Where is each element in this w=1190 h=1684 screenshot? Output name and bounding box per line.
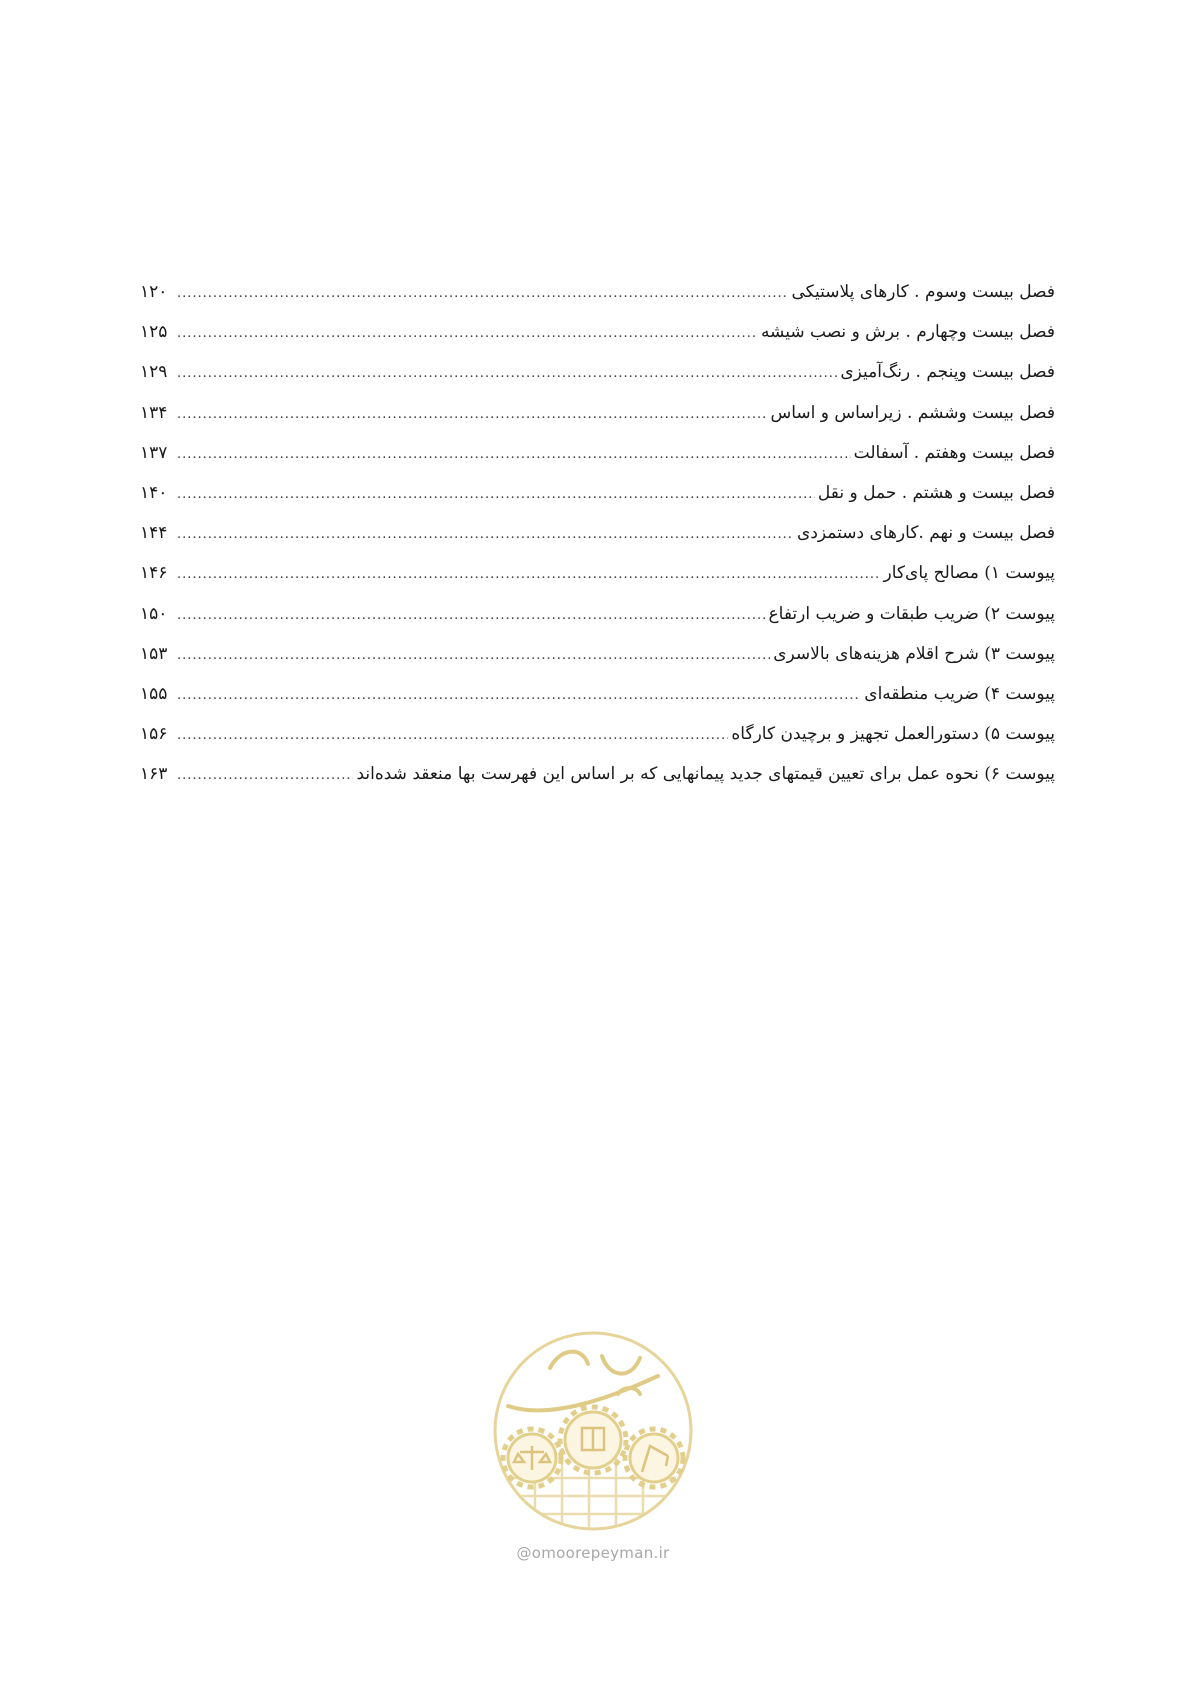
toc-entry-page: ۱۵۰ xyxy=(140,603,168,624)
toc-entry-title: فصل بیست و هشتم . حمل و نقل xyxy=(817,482,1055,503)
toc-entry[interactable] xyxy=(140,521,1055,561)
toc-entry-page: ۱۶۳ xyxy=(140,764,168,785)
toc-entry-title: فصل بیست وهفتم . آسفالت xyxy=(853,442,1055,463)
toc-dot-leader xyxy=(177,403,767,427)
toc-entry-page: ۱۴۶ xyxy=(140,563,168,584)
toc-entry-page: ۱۳۷ xyxy=(140,442,168,463)
watermark-caption: @omoorepeyman.ir xyxy=(516,1544,670,1562)
toc-dot-leader xyxy=(177,724,728,748)
toc-entry-title: پیوست ۱) مصالح پای‌کار xyxy=(883,563,1055,584)
toc-entry[interactable] xyxy=(140,280,1055,320)
toc-dot-leader xyxy=(177,443,851,467)
toc-entry-page: ۱۵۶ xyxy=(140,724,168,745)
toc-entry-title: فصل بیست وپنجم . رنگ‌آمیزی xyxy=(840,362,1055,383)
toc-dot-leader xyxy=(177,764,353,788)
toc-entry-title: فصل بیست وششم . زیراساس و اساس xyxy=(770,402,1055,423)
toc-entry[interactable] xyxy=(140,602,1055,642)
toc-entry-page: ۱۴۰ xyxy=(140,482,168,503)
toc-entry-page: ۱۵۳ xyxy=(140,643,168,664)
watermark-logo xyxy=(490,1328,696,1562)
toc-dot-leader xyxy=(177,282,788,306)
toc-entry[interactable] xyxy=(140,401,1055,441)
toc-entry-title: پیوست ۶) نحوه عمل برای تعیین قیمتهای جدید پیمانهایی که بر اساس این فهرست بها منعقد شده‌اند xyxy=(356,764,1055,785)
toc-entry-page: ۱۵۵ xyxy=(140,683,168,704)
toc-entry-page: ۱۲۹ xyxy=(140,362,168,383)
toc-entry-page: ۱۲۰ xyxy=(140,282,168,302)
toc-entry[interactable] xyxy=(140,762,1055,802)
toc-entry-title: فصل بیست و نهم .کارهای دستمزدی xyxy=(797,523,1055,544)
toc-entry-title: فصل بیست وچهارم . برش و نصب شیشه xyxy=(760,322,1055,343)
toc-entry-title: پیوست ۴) ضریب منطقه‌ای xyxy=(864,683,1055,704)
toc-dot-leader xyxy=(177,322,758,346)
toc-entry-page: ۱۲۵ xyxy=(140,322,168,343)
toc-entry[interactable] xyxy=(140,481,1055,521)
toc-dot-leader xyxy=(177,604,766,628)
toc-entry[interactable] xyxy=(140,360,1055,400)
toc-entry[interactable] xyxy=(140,722,1055,762)
toc-entry-title: پیوست ۲) ضریب طبقات و ضریب ارتفاع xyxy=(768,603,1055,624)
toc-entry[interactable] xyxy=(140,642,1055,682)
toc-entry[interactable] xyxy=(140,441,1055,481)
toc-dot-leader xyxy=(177,563,881,587)
toc-dot-leader xyxy=(177,483,815,507)
toc-dot-leader xyxy=(177,523,794,547)
toc-entry[interactable] xyxy=(140,682,1055,722)
toc-entry-page: ۱۳۴ xyxy=(140,402,168,423)
toc-entry-page: ۱۴۴ xyxy=(140,523,168,544)
toc-dot-leader xyxy=(177,362,837,386)
toc-entry[interactable] xyxy=(140,320,1055,360)
toc-entry[interactable] xyxy=(140,561,1055,601)
toc-entry-title: فصل بیست وسوم . کارهای پلاستیکی xyxy=(791,282,1055,302)
toc-entry-title: پیوست ۳) شرح اقلام هزینه‌های بالاسری xyxy=(773,643,1055,664)
toc-dot-leader xyxy=(177,684,861,708)
toc-dot-leader xyxy=(177,644,770,668)
toc-entry-title: پیوست ۵) دستورالعمل تجهیز و برچیدن کارگاه xyxy=(731,724,1055,745)
table-of-contents xyxy=(140,280,1055,802)
omoorepeyman-seal-icon xyxy=(490,1328,696,1538)
